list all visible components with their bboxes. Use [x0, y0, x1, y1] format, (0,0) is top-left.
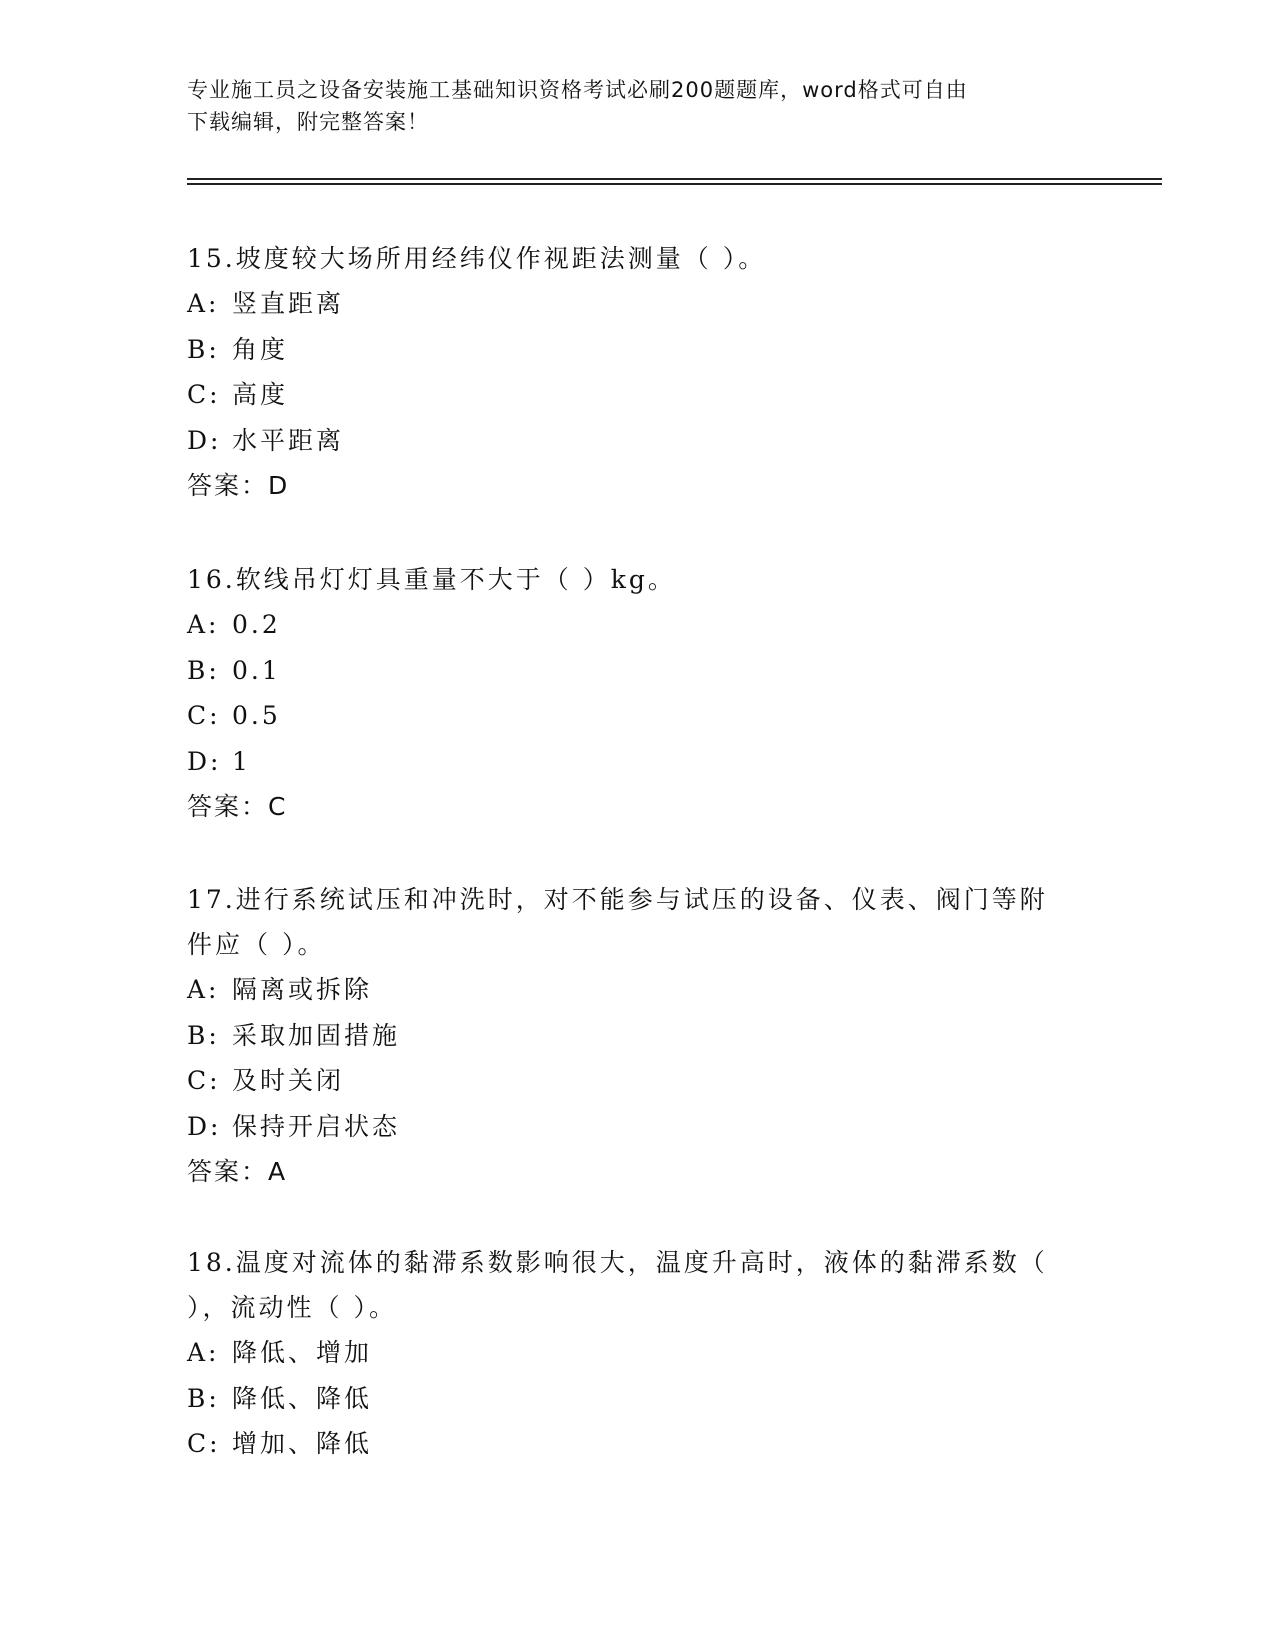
option-c: C: 增加、降低 [187, 1429, 373, 1458]
option-b: B: 降低、降低 [187, 1383, 373, 1413]
option-a: A: 0.2 [187, 610, 281, 639]
question-text: 17.进行系统试压和冲洗时，对不能参与试压的设备、仪表、阀门等附 [187, 885, 1048, 914]
question-16 [187, 557, 1087, 829]
question-text-continued: 件应（ ）。 [187, 930, 326, 959]
document-header [187, 74, 1087, 138]
option-b: B: 采取加固措施 [187, 1020, 401, 1050]
answer: 答案：D [187, 471, 290, 500]
answer: 答案：C [187, 792, 288, 821]
header-divider-bottom [187, 183, 1162, 185]
question-17 [187, 877, 1087, 1194]
question-15 [187, 236, 1087, 508]
option-a: A: 降低、增加 [187, 1338, 373, 1367]
option-c: C: 高度 [187, 380, 289, 409]
option-d: D: 保持开启状态 [187, 1111, 401, 1141]
question-text-continued: ），流动性（ ）。 [187, 1293, 397, 1322]
option-a: A: 竖直距离 [187, 289, 345, 318]
option-d: D: 水平距离 [187, 425, 345, 455]
option-b: B: 0.1 [187, 655, 281, 685]
option-c: C: 0.5 [187, 701, 281, 730]
option-d: D: 1 [187, 746, 251, 776]
option-c: C: 及时关闭 [187, 1066, 345, 1095]
question-text: 16.软线吊灯灯具重量不大于（ ）kg。 [187, 565, 676, 594]
header-divider-top [187, 178, 1162, 180]
header-line-2: 下载编辑，附完整答案！ [187, 110, 429, 134]
answer: 答案：A [187, 1157, 288, 1186]
question-18 [187, 1240, 1087, 1467]
header-line-1: 专业施工员之设备安装施工基础知识资格考试必刷200题题库，word格式可自由 [187, 78, 968, 102]
question-text: 18.温度对流体的黏滞系数影响很大，温度升高时，液体的黏滞系数（ [187, 1248, 1048, 1277]
option-a: A: 隔离或拆除 [187, 975, 373, 1004]
option-b: B: 角度 [187, 334, 289, 364]
question-text: 15.坡度较大场所用经纬仪作视距法测量（ ）。 [187, 244, 767, 273]
